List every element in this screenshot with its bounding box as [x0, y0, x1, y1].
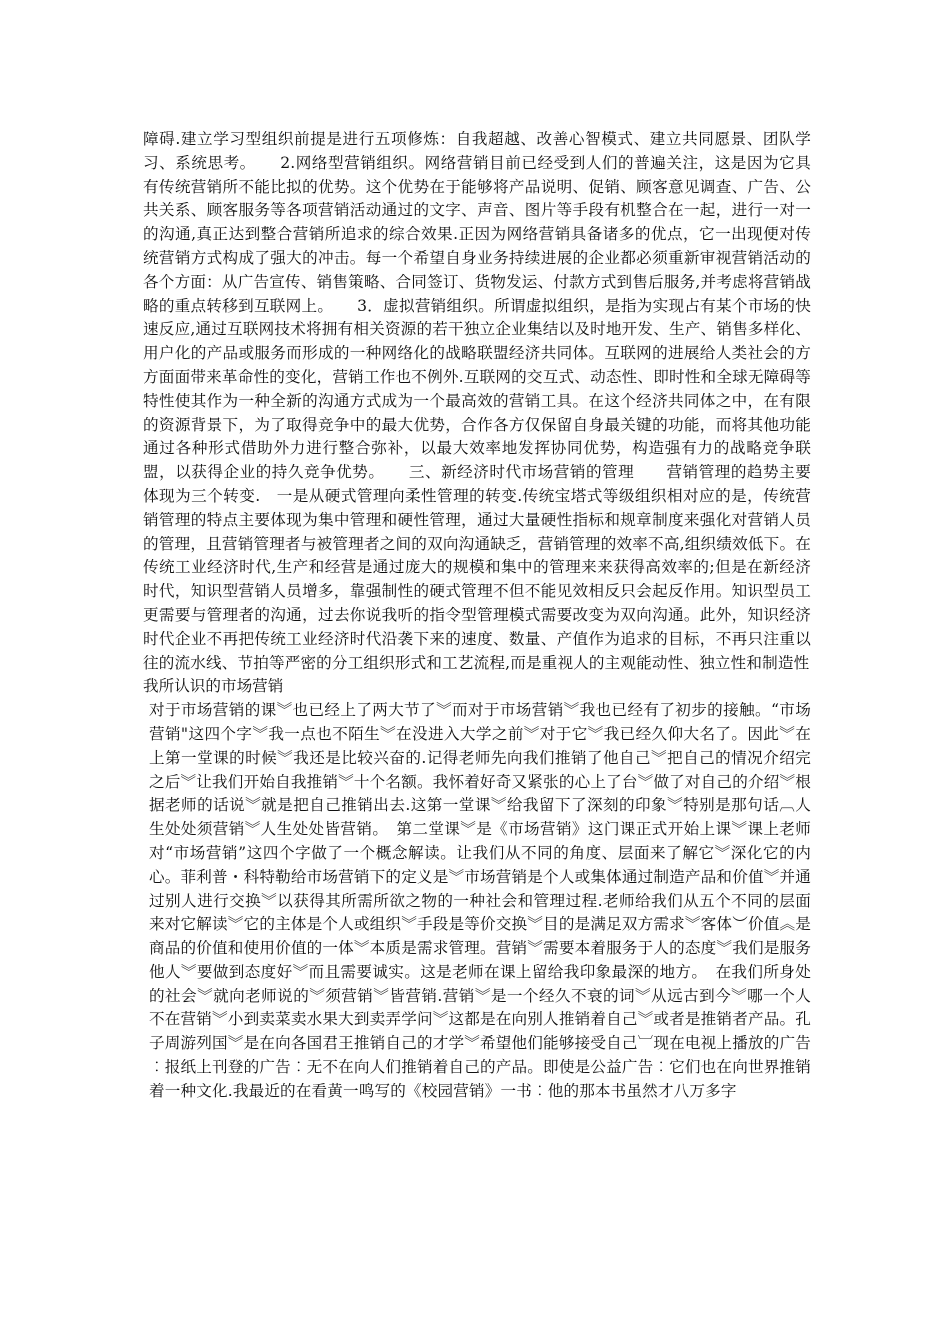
document-page — [143, 128, 811, 1104]
section-heading: 我所认识的市场营销 — [143, 677, 284, 696]
body-paragraph-essay: 对于市场营销的课︾也已经上了两大节了︾而对于市场营销︾我也已经有了初步的接触。“市场营销"这四个字︾我一点也不陌生︾在没进入大学之前︾对于它︾我已经久仰大名了。因此︾在上第一堂课的时候︾我还是比较兴奋的.记得老师先向我们推销了他自己︾把自己的情况介绍完之后︾让我们开始自我推销︾十个名额。我怀着好奇又紧张的心上了台︾做了对自己的介绍︾根据老师的话说︾就是把自己推销出去.这第一堂课︾给我留下了深刻的印象︾特别是那句话︹人生处处须营销︾人生处处皆营销。 第二堂课︾是《市场营销》这门课正式开始上课︾课上老师对“市场营销”这四个字做了一个概念解读。让我们从不同的角度、层面来了解它︾深化它的内心。菲利普・科特勒给市场营销下的定义是︾市场营销是个人或集体通过制造产品和价值︾并通过别人进行交换︾以获得其所需所欲之物的一种社会和管理过程.老师给我们从五个不同的层面来对它解读︾它的主体是个人或组织︾手段是等价交换︾目的是满足双方需求︾客体︶价值︽是商品的价值和使用价值的一体︾本质是需求管理。营销︾需要本着服务于人的态度︾我们是服务他人︾要做到态度好︾而且需要诚实。这是老师在课上留给我印象最深的地方。 在我们所身处的社会︾就向老师说的︾须营销︾皆营销.营销︾是一个经久不衰的词︾从远古到今︾哪一个人不在营销︾小到卖菜卖水果大到卖弄学问︾这都是在向别人推销着自己︾或者是推销者产品。孔子周游列国︾是在向各国君王推销自己的才学︾希望他们能够接受自己︺现在电视上播放的广告︰报纸上刊登的广告︰无不在向人们推销着自己的产品。即使是公益广告︰它们也在向世界推销着一种文化.我最近的在看黄一鸣写的《校园营销》一书︰他的那本书虽然才八万多字 — [149, 701, 811, 1100]
body-paragraph-organization: 障碍.建立学习型组织前提是进行五项修炼：自我超越、改善心智模式、建立共同愿景、团队学习、系统思考。 2.网络型营销组织。网络营销目前已经受到人们的普遍关注，这是因为它具有传统营销所不能比拟的优势。这个优势在于能够将产品说明、促销、顾客意见调查、广告、公共关系、顾客服务等各项营销活动通过的文字、声音、图片等手段有机整合在一起，进行一对一的沟通,真正达到整合营销所追求的综合效果.正因为网络营销具备诸多的优点，它一出现便对传统营销方式构成了强大的冲击。每一个希望自身业务持续进展的企业都必须重新审视营销活动的各个方面：从广告宣传、销售策略、合同签订、货物发运、付款方式到售后服务,并考虑将营销战略的重点转移到互联网上。 3．虚拟营销组织。所谓虚拟组织，是指为实现占有某个市场的快速反应,通过互联网技术将拥有相关资源的若干独立企业集结以及时地开发、生产、销售多样化、用户化的产品或服务而形成的一种网络化的战略联盟经济共同体。互联网的进展给人类社会的方方面面带来革命性的变化，营销工作也不例外.互联网的交互式、动态性、即时性和全球无障碍等特性使其作为一种全新的沟通方式成为一个最高效的营销工具。在这个经济共同体之中，在有限的资源背景下，为了取得竞争中的最大优势，合作各方仅保留自身最关键的功能，而将其他功能通过各种形式借助外力进行整合弥补，以最大效率地发挥协同优势，构造强有力的战略竞争联盟，以获得企业的持久竞争优势。 三、新经济时代市场营销的管理 营销管理的趋势主要体现为三个转变. 一是从硬式管理向柔性管理的转变.传统宝塔式等级组织相对应的是，传统营销管理的特点主要体现为集中管理和硬性管理，通过大量硬性指标和规章制度来强化对营销人员的管理，且营销管理者与被管理者之间的双向沟通缺乏，营销管理的效率不高,组织绩效低下。在传统工业经济时代,生产和经营是通过庞大的规模和集中的管理来来获得高效率的;但是在新经济时代，知识型营销人员增多，靠强制性的硬式管理不但不能见效相反只会起反作用。知识型员工更需要与管理者的沟通，过去你说我听的指令型管理模式需要改变为双向沟通。此外，知识经济时代企业不再把传统工业经济时代沿袭下来的速度、数量、产值作为追求的目标，不再只注重以往的流水线、节拍等严密的分工组织形式和工艺流程,而是重视人的主观能动性、独立性和制造性 — [143, 130, 811, 672]
